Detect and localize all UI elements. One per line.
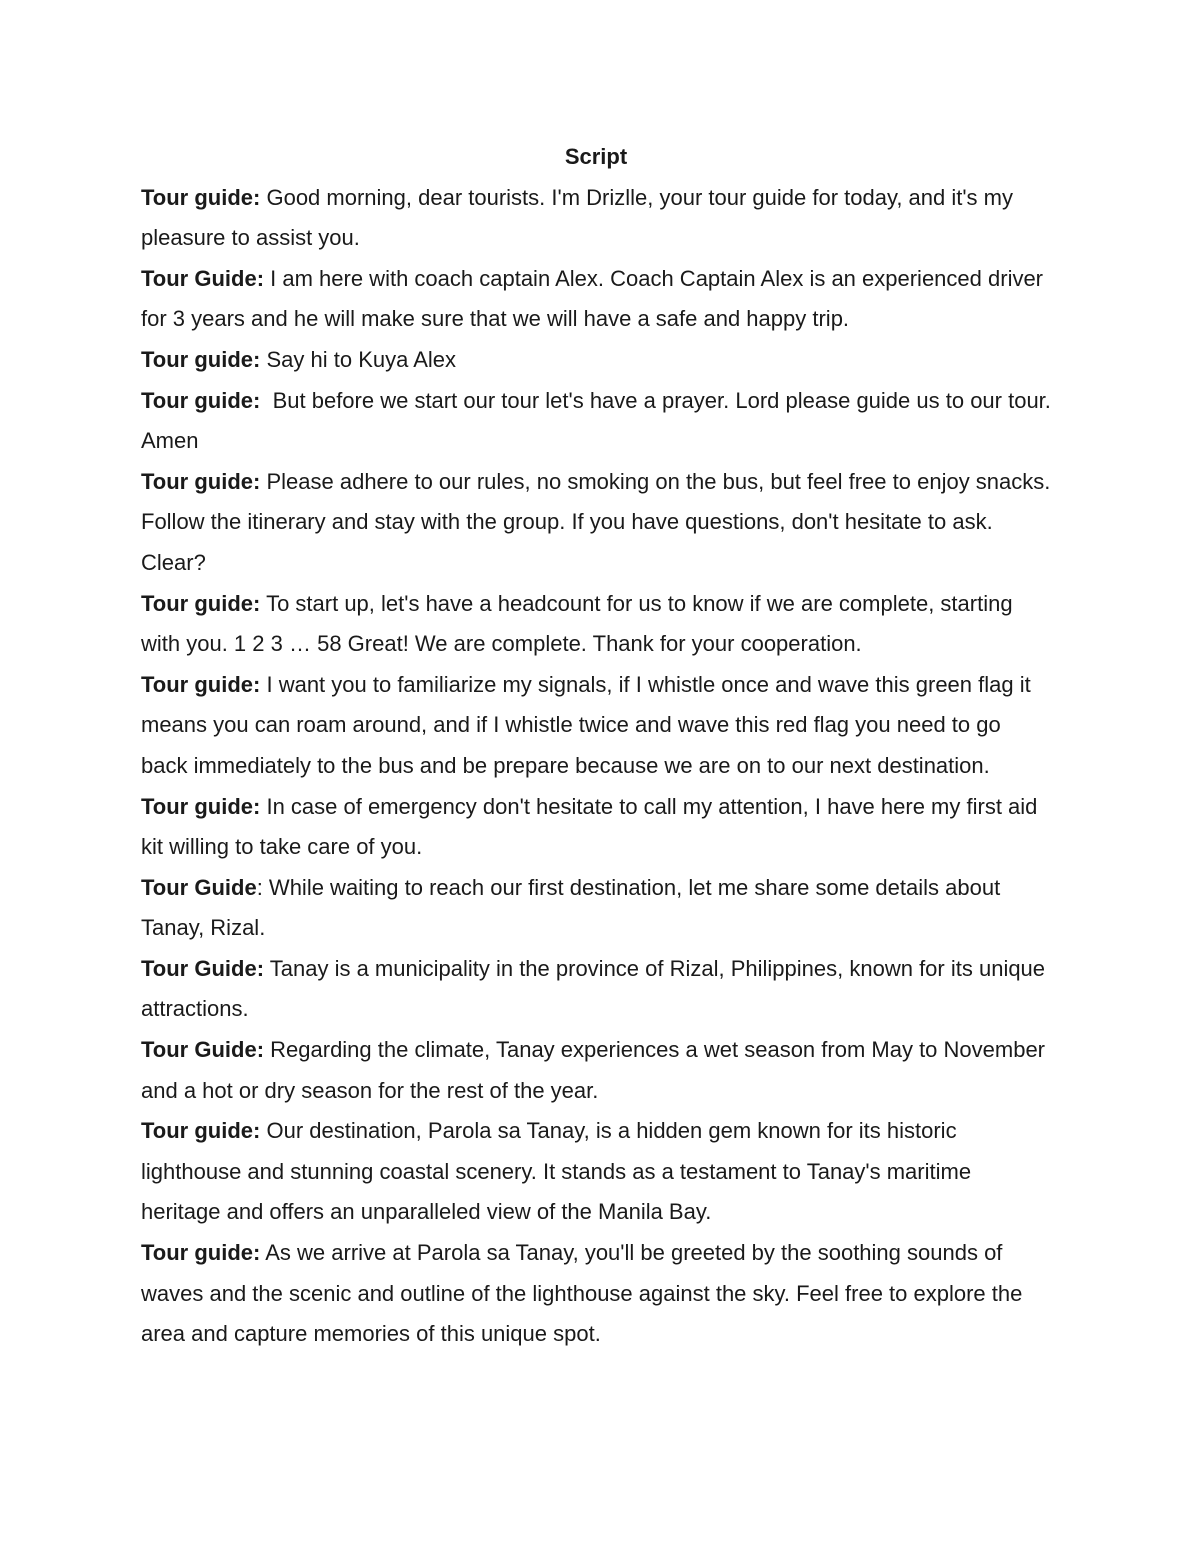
script-entry <box>141 949 1051 1030</box>
entry-text: In case of emergency don't hesitate to call my attention, I have here my first aid kit willing to take care of you. <box>141 793 1044 860</box>
speaker-label: Tour guide: <box>141 590 261 616</box>
entry-text: Please adhere to our rules, no smoking on the bus, but feel free to enjoy snacks. Follow the itinerary and stay with the group. If you have questions, don't hesitate to ask. Clear? <box>141 468 1057 575</box>
speaker-label: Tour guide: <box>141 793 261 819</box>
speaker-label: Tour guide: <box>141 184 261 210</box>
script-entry <box>141 1111 1051 1233</box>
entry-text: I want you to familiarize my signals, if I whistle once and wave this green flag it means you can roam around, and if I whistle twice and wave this red flag you need to go back immediately to the bus and be prepare because we are on to our next destination. <box>141 671 1037 778</box>
speaker-label: Tour guide: <box>141 468 261 494</box>
entry-text: Good morning, dear tourists. I'm Drizlle, your tour guide for today, and it's my pleasure to assist you. <box>141 184 1020 251</box>
script-entry <box>141 787 1051 868</box>
script-entry <box>141 1233 1051 1355</box>
document-body <box>141 137 1057 1355</box>
speaker-label: Tour guide: <box>141 346 261 372</box>
script-entry <box>141 584 1051 665</box>
entry-text: Regarding the climate, Tanay experiences a wet season from May to November and a hot or dry season for the rest of the year. <box>141 1037 1052 1103</box>
script-entry <box>141 1030 1051 1111</box>
entry-text: But before we start our tour let's have a prayer. Lord please guide us to our tour. Amen <box>141 387 1056 454</box>
script-entry <box>141 868 1051 949</box>
speaker-label: Tour guide: <box>141 1240 261 1266</box>
entry-text: I am here with coach captain Alex. Coach Captain Alex is an experienced driver for 3 years and he will make sure that we will have a safe and happy trip. <box>141 265 1050 332</box>
script-entry <box>141 665 1051 787</box>
speaker-label: Tour Guide: <box>141 955 265 981</box>
entry-text: Tanay is a municipality in the province of Rizal, Philippines, known for its unique attractions. <box>141 955 1052 1022</box>
speaker-label: Tour guide: <box>141 387 261 413</box>
speaker-label: Tour Guide: <box>141 265 265 291</box>
entry-text: To start up, let's have a headcount for us to know if we are complete, starting with you. 1 2 3 … 58 Great! We are complete. Thank for your cooperation. <box>141 590 1019 657</box>
entry-text: Say hi to Kuya Alex <box>260 346 457 372</box>
speaker-label: Tour guide: <box>141 671 261 697</box>
script-entry <box>141 178 1051 259</box>
entry-text: As we arrive at Parola sa Tanay, you'll be greeted by the soothing sounds of waves and the scenic and outline of the lighthouse against the sky. Feel free to explore the area and capture memories of this unique spot. <box>141 1240 1029 1347</box>
script-entry <box>141 259 1051 340</box>
speaker-label: Tour Guide <box>141 874 257 900</box>
entry-text: Our destination, Parola sa Tanay, is a hidden gem known for its historic lighthouse and stunning coastal scenery. It stands as a testament to Tanay's maritime heritage and offers an unparalleled view of the Manila Bay. <box>141 1118 978 1225</box>
speaker-label: Tour Guide: <box>141 1037 265 1063</box>
script-entry <box>141 381 1056 462</box>
document-title: Script <box>564 144 628 169</box>
script-entry <box>141 462 1057 584</box>
script-entry <box>141 340 1051 381</box>
entry-text: : While waiting to reach our first destination, let me share some details about Tanay, Rizal. <box>141 874 1006 941</box>
speaker-label: Tour guide: <box>141 1118 261 1144</box>
